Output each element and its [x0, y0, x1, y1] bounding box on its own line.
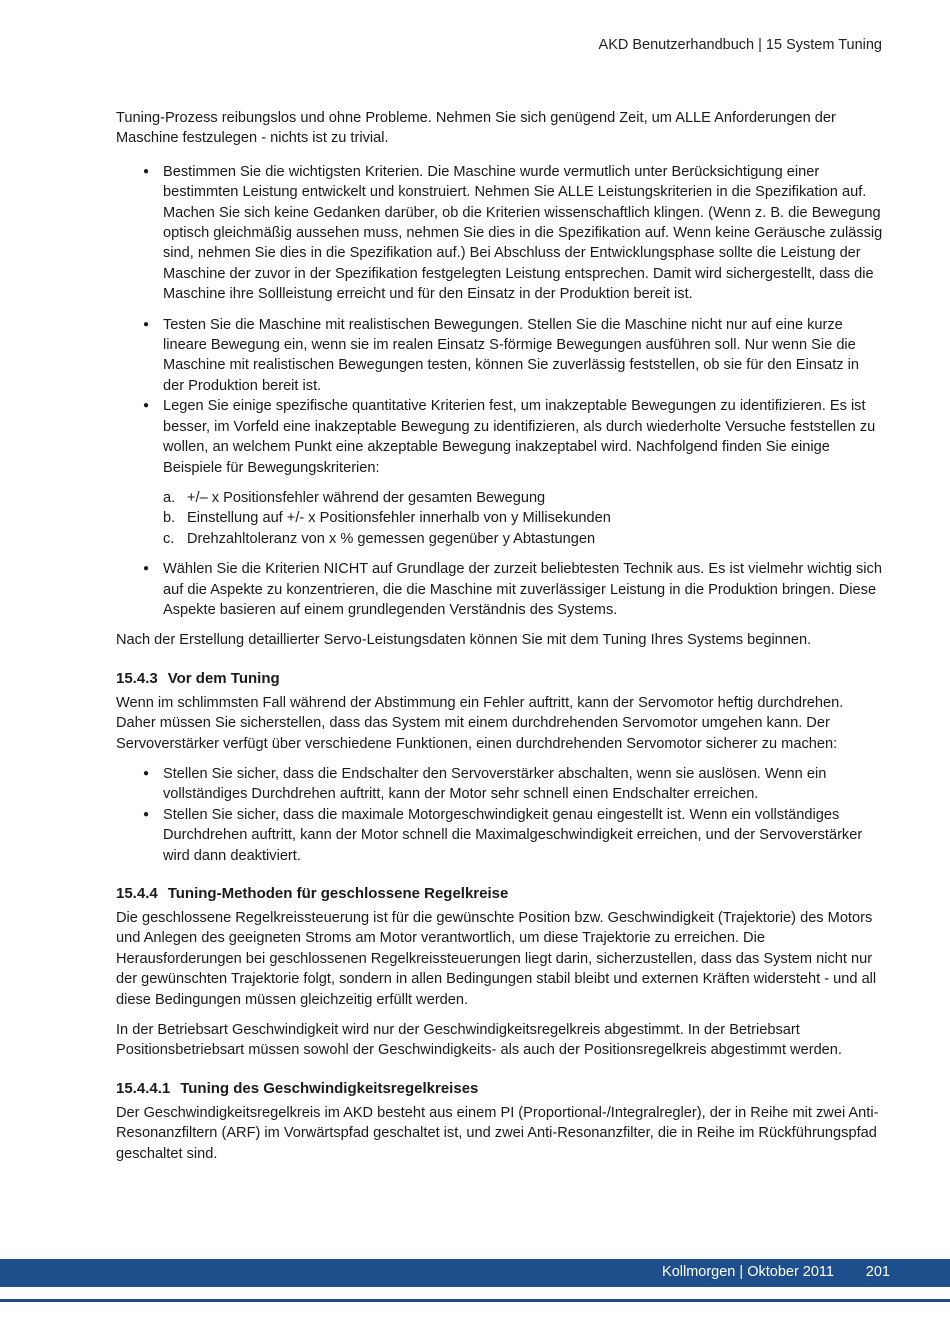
- section-paragraph: Die geschlossene Regelkreissteuerung ist für die gewünschte Position bzw. Geschwindigkeit (Trajektorie) des Motors und Anlegen des geeigneten Stroms am Motor verantwortlich, um diese Trajektorie zu erreichen. Die Herausforderungen bei geschlossenen Regelkreissteuerungen liegt darin, sicherzustellen, dass das System nicht nur der gewünschten Trajektorie folgt, sondern in allen Bedingungen stabil bleibt und externen Kräften widersteht - und all diese Bedingungen müssen gleichzeitig erfüllt werden.: [116, 910, 877, 1008]
- list-item: ● Testen Sie die Maschine mit realistischen Bewegungen. Stellen Sie die Maschine nicht nur auf eine kurze lineare Bewegung ein, wenn sie im realen Einsatz S-förmige Bewegungen ausführen soll. Nur wenn Sie die Maschine mit realistischen Bewegungen testen, können Sie zuverlässig feststellen, ob sie für den Einsatz in der Produktion bereit ist.: [116, 315, 884, 397]
- closing-paragraph: Nach der Erstellung detaillierter Servo-Leistungsdaten können Sie mit dem Tuning Ihres Systems beginnen.: [116, 632, 812, 649]
- section-heading-15-4-4-1: [116, 1079, 884, 1099]
- list-item: ● Stellen Sie sicher, dass die Endschalter den Servoverstärker abschalten, wenn sie auslösen. Wenn ein vollständiges Durchdrehen auftritt, kann der Motor sehr schnell einen Endschalter erreichen.: [116, 764, 884, 805]
- section-number: 15.4.3: [116, 669, 158, 687]
- safety-bullet-list: [116, 764, 884, 866]
- list-item: ● Wählen Sie die Kriterien NICHT auf Grundlage der zurzeit beliebtesten Technik aus. Es ist vielmehr wichtig sich auf die Aspekte zu konzentrieren, die die Maschine mit zuverlässiger Leistung in die Produktion bringen. Diese Aspekte basieren auf einem grundlegenden Verständnis des Systems.: [116, 559, 884, 620]
- list-item: ● Legen Sie einige spezifische quantitative Kriterien fest, um inakzeptable Bewegungen zu identifizieren. Es ist besser, im Vorfeld eine inakzeptable Bewegung zu identifizieren, als durch wiederholte Versuche feststellen zu wollen, an welchem Punkt eine akzeptable Bewegung inakzeptabel wird. Nachfolgend finden Sie einige Beispiele für Bewegungskriterien:: [116, 396, 884, 478]
- section-title: Tuning-Methoden für geschlossene Regelkreise: [167, 885, 509, 902]
- section-paragraph: Wenn im schlimmsten Fall während der Abstimmung ein Fehler auftritt, kann der Servomotor heftig durchdrehen. Daher müssen Sie sicherstellen, dass das System mit einem durchdrehenden Servomotor umgehen kann. Der Servoverstärker verfügt über verschiedene Funktionen, einen durchdrehenden Servomotor sicherer zu machen:: [116, 694, 844, 752]
- list-item: ● Stellen Sie sicher, dass die maximale Motorgeschwindigkeit genau eingestellt ist. Wenn ein vollständiges Durchdrehen auftritt, kann der Motor schnell die Maximalgeschwindigkeit erreichen, und der Servoverstärker wird dann deaktiviert.: [116, 805, 884, 866]
- section-title: Vor dem Tuning: [167, 669, 280, 687]
- section-paragraph: In der Betriebsart Geschwindigkeit wird nur der Geschwindigkeitsregelkreis abgestimmt. In der Betriebsart Positionsbetriebsart müssen sowohl der Geschwindigkeits- als auch der Positionsregelkreis abgestimmt werden.: [116, 1022, 842, 1059]
- list-marker: a.: [163, 489, 176, 506]
- list-marker: c.: [163, 530, 175, 547]
- list-marker: b.: [163, 510, 176, 527]
- criteria-bullet-list: [116, 162, 884, 478]
- footer-divider: [0, 1299, 950, 1302]
- footer-text: Kollmorgen | Oktober 2011: [662, 1264, 834, 1280]
- section-title: Tuning des Geschwindigkeitsregelkreises: [180, 1079, 479, 1097]
- section-number: 15.4.4: [116, 885, 158, 902]
- list-item-text: Drehzahltoleranz von x % gemessen gegenüber y Abtastungen: [187, 530, 596, 547]
- page-header: AKD Benutzerhandbuch | 15 System Tuning: [598, 37, 882, 53]
- intro-paragraph: Tuning-Prozess reibungslos und ohne Probleme. Nehmen Sie sich genügend Zeit, um ALLE Anforderungen der Maschine festzulegen - nichts ist zu trivial.: [116, 110, 836, 147]
- list-item: [116, 529, 884, 549]
- list-item: [116, 488, 884, 508]
- section-paragraph: Der Geschwindigkeitsregelkreis im AKD besteht aus einem PI (Proportional-/Integralregler), der in Reihe mit zwei Anti-Resonanzfiltern (ARF) im Vorwärtspfad geschaltet ist, und zwei Anti-Resonanzfilter, die in Reihe im Rückführungspfad geschaltet sind.: [116, 1104, 879, 1162]
- list-item: ● Bestimmen Sie die wichtigsten Kriterien. Die Maschine wurde vermutlich unter Berücksichtigung einer bestimmten Leistung entwickelt und konstruiert. Nehmen Sie ALLE Leistungskriterien in die Spezifikation auf. Machen Sie sich keine Gedanken darüber, ob die Kriterien wissenschaftlich klingen. (Wenn z. B. die Bewegung optisch gleichmäßig aussehen muss, nehmen Sie dies in die Spezifikation auf. Wenn keine Geräusche zulässig sind, nehmen Sie dies in die Spezifikation auf.) Bei Abschluss der Entwicklungsphase sollte die Leistung der Maschine der zuvor in der Spezifikation festgelegten Leistung entsprechen. Damit wird sichergestellt, dass die Maschine ihre Sollleistung erreicht und für den Einsatz in der Produktion bereit ist.: [116, 162, 884, 305]
- section-heading-15-4-4: [116, 884, 884, 904]
- footer-bar: [0, 1259, 950, 1287]
- criteria-examples-list: [116, 488, 884, 549]
- page-number: 201: [865, 1264, 890, 1280]
- list-item: [116, 508, 884, 528]
- section-heading-15-4-3: [116, 669, 884, 689]
- list-item-text: Einstellung auf +/- x Positionsfehler innerhalb von y Millisekunden: [187, 510, 611, 527]
- criteria-bullet-list-2: [116, 559, 884, 620]
- document-body: [116, 108, 884, 1174]
- list-item-text: +/– x Positionsfehler während der gesamten Bewegung: [187, 489, 546, 506]
- section-number: 15.4.4.1: [116, 1079, 171, 1097]
